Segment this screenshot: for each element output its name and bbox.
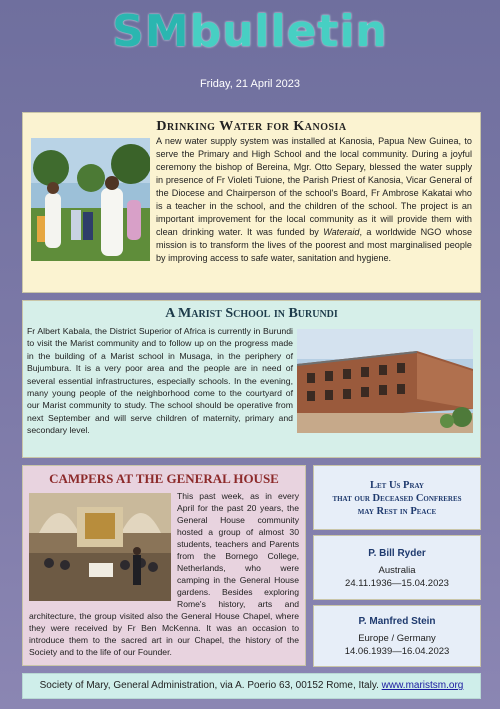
water-ceremony-photo [31,138,150,261]
footer-address: Society of Mary, General Administration, via A. Poerio 63, 00152 Rome, Italy. [39,680,382,691]
article-body: A new water supply system was installed at Kanosia, Papua New Guinea, to serve the Primary and High School and the local community. During a joyful ceremony the bishop of Bereina, Mgr. Otto Separy, blessed the water supply in presence of Fr Violeti Tuione, the Parish Priest of Kanosia, Vicar General of the Diocese and Chairperson of the school's Board, Fr Ambrose Kakatai who is a teacher in the school, and the children of the school. The project is an important improvement for the local community as it will provide them with clean drinking water. It was funded by Wateraid, a worldwide NGO whose mission is to transform the lives of the poorest and most marginalised people by improving access to safe water, sanitation and hygiene. [23,135,480,265]
article-campers [22,465,306,666]
masthead-sm: SM [112,6,190,57]
article-title: A Marist School in Burundi [165,306,338,321]
masthead-logo [0,6,500,57]
obituary-name: P. Manfred Stein [358,616,436,627]
school-building-photo [297,329,473,433]
obituary-place: Europe / Germany [358,633,436,644]
masthead-bulletin: bulletin [189,6,388,57]
obituary-name: P. Bill Ryder [368,548,426,559]
prayer-heading: Let Us Pray that our Deceased Confreres may Rest in Peace [332,480,462,517]
obituary-card [313,535,481,600]
article-title: Drinking Water for Kanosia [156,119,347,134]
article-burundi-school [22,300,481,458]
prayer-box [313,465,481,530]
chapel-photo [29,493,171,601]
issue-date: Friday, 21 April 2023 [199,78,301,90]
article-body: Fr Albert Kabala, the District Superior of Africa is currently in Burundi to visit the Marist community and to follow up on the progress made in the building of a Marist school in Musaga, in the periphery of Bujumbura. It is a very poor area and the people are in need of several essential infrastructures, especially schools. In the evening, many young people of the neighborhood come to the courtyard of our Marist community to study. The school should be operative from next September and will serve children of maternity, primary and secondary level. [27,326,293,436]
obituary-dates: 14.06.1939—16.04.2023 [344,646,450,657]
obituary-card [313,605,481,667]
article-body: This past week, as in every April for the past 20 years, the General House community hosted a group of almost 30 students, teachers and Parents from the Bornego College, Netherlands, who were camping in the General House gardens. Besides exploring Rome's history, arts and architecture, the group visited also the General House Chapel, where they were received by Fr Ben McKenna. It was an occasion to introduce them to the sacred art in our Chapel, the history of the Society and to the life of our Founder. [29,491,299,657]
article-drinking-water [22,112,481,293]
obituary-place: Australia [378,565,416,576]
website-link[interactable]: www.maristsm.org [381,680,464,691]
footer [22,673,481,699]
article-title: CAMPERS AT THE GENERAL HOUSE [49,471,279,486]
obituary-dates: 24.11.1936—15.04.2023 [345,578,449,589]
